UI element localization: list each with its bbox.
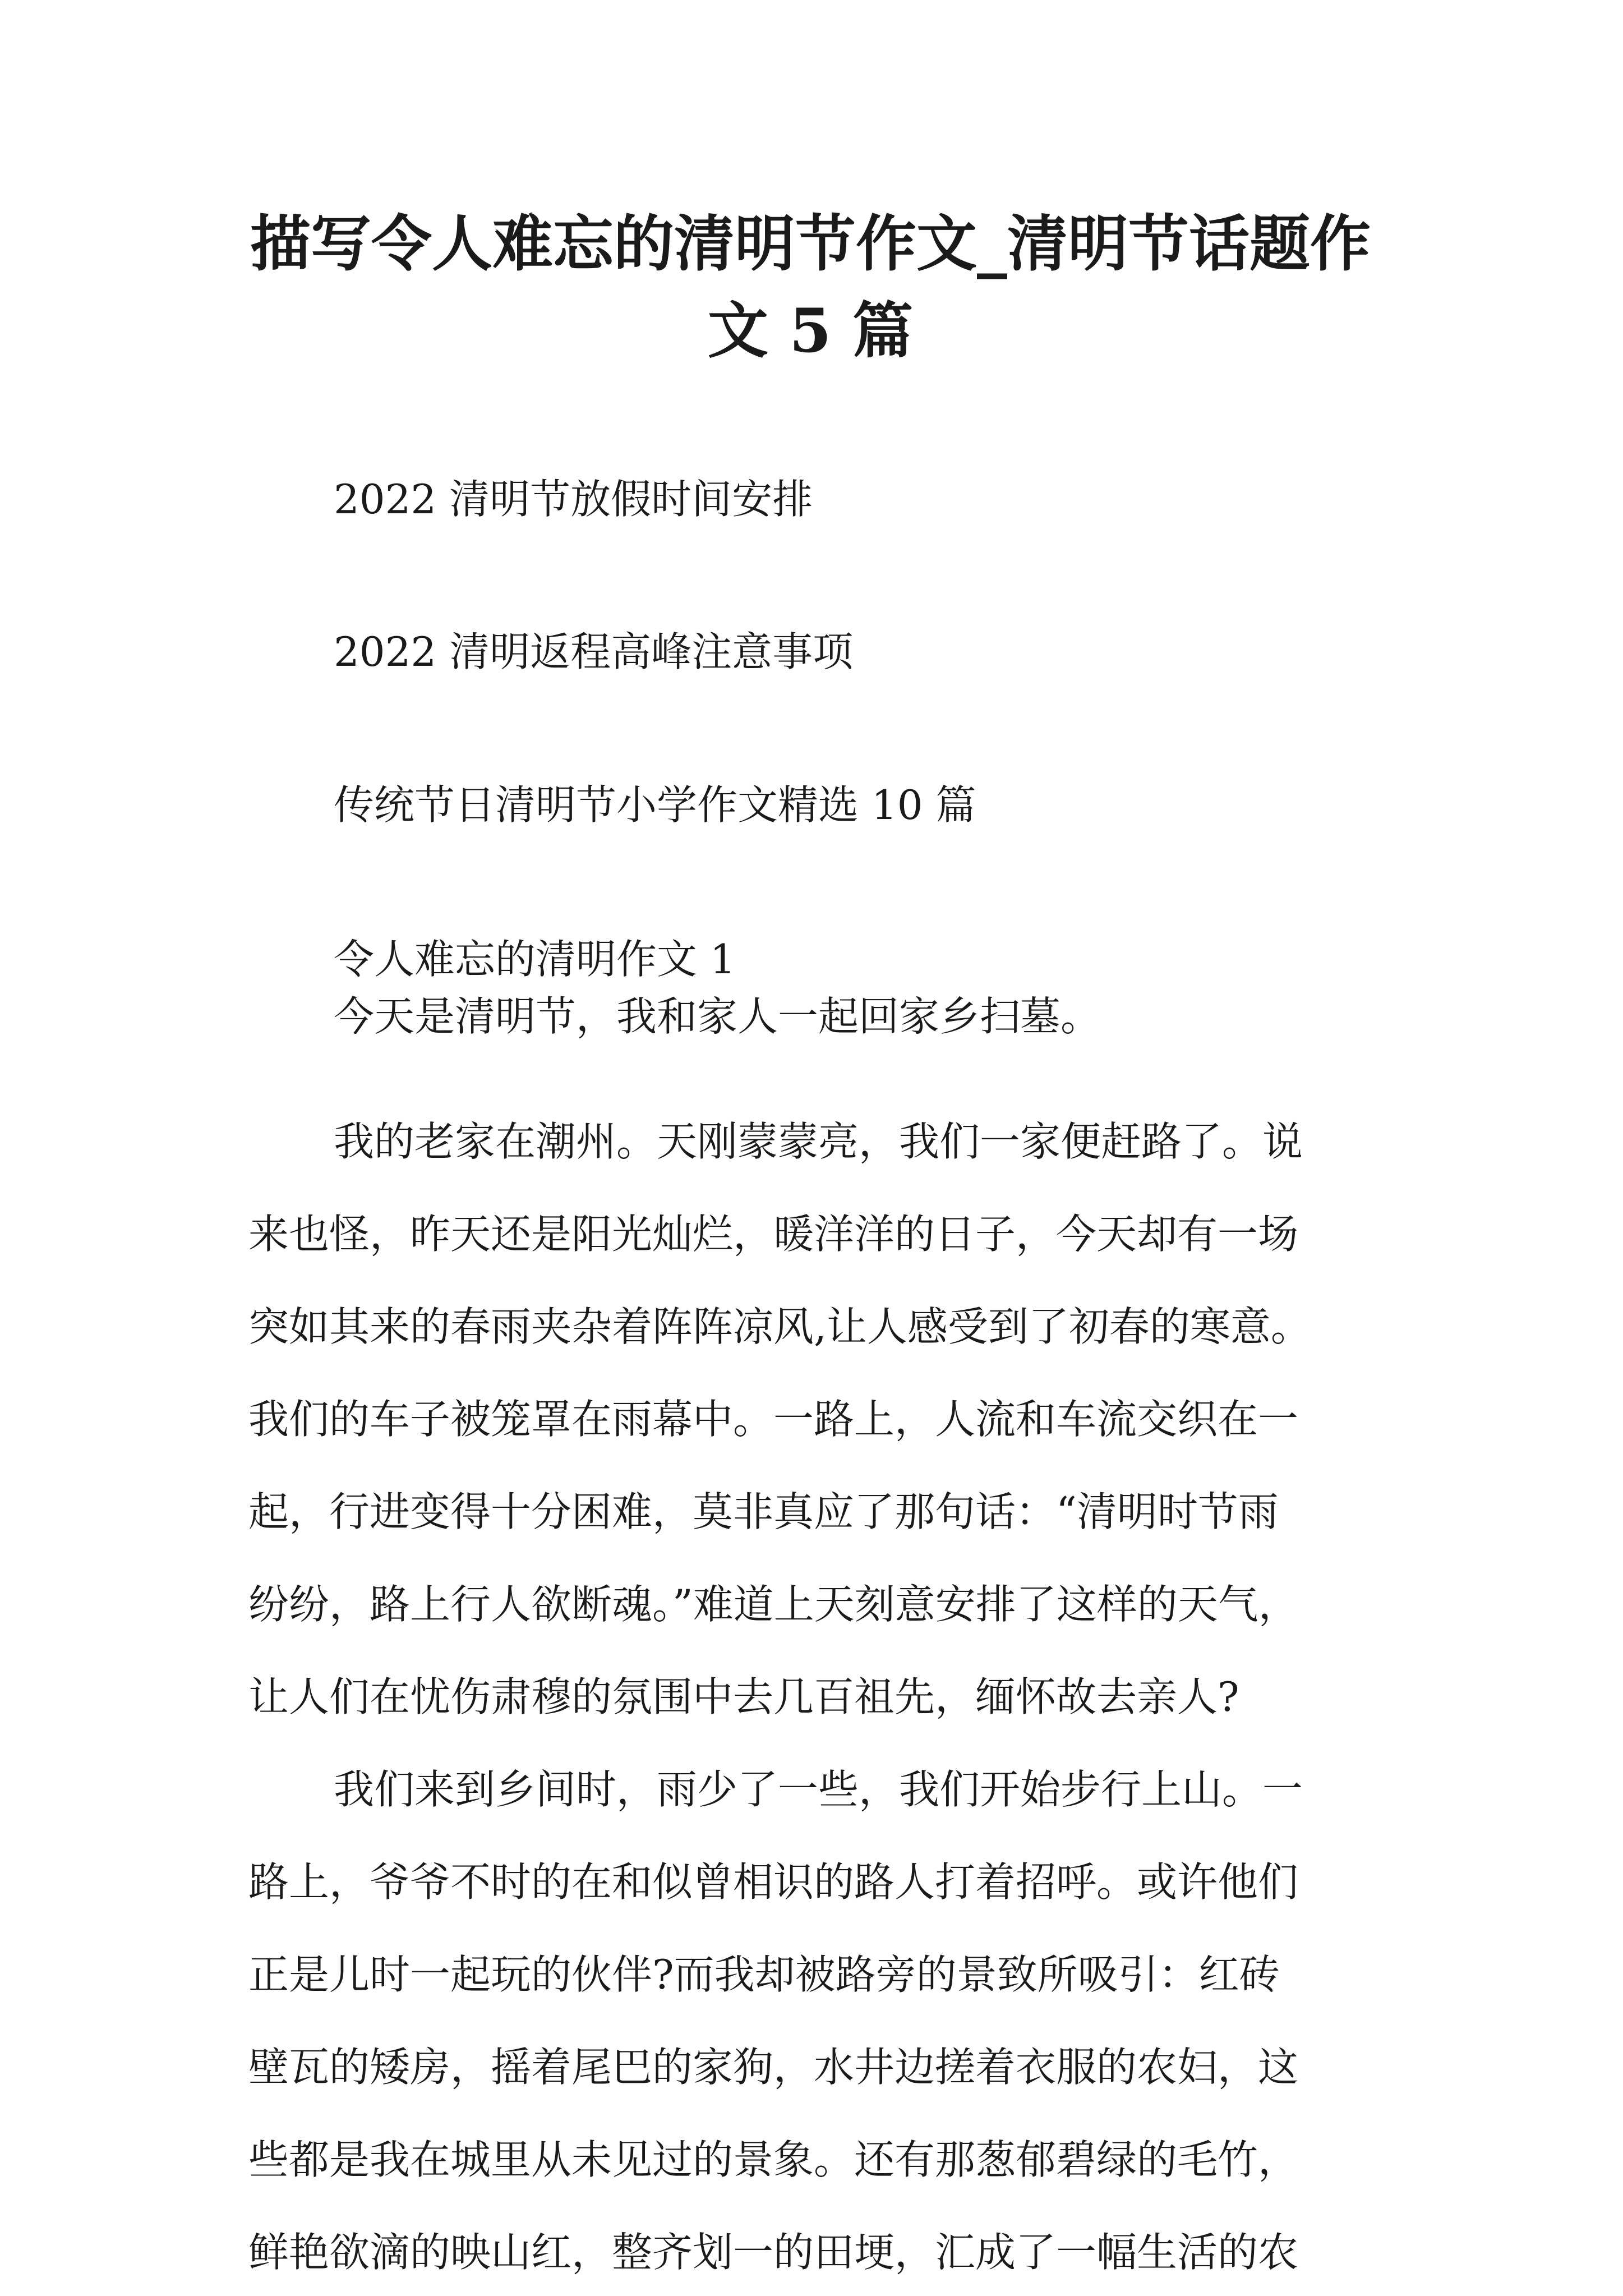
body-line: 些都是我在城里从未见过的景象。还有那葱郁碧绿的毛竹， [248, 2136, 1299, 2183]
body-line: 壁瓦的矮房，摇着尾巴的家狗，水井边搓着衣服的农妇，这 [248, 2044, 1299, 2091]
body-line: 我们来到乡间时，雨少了一些，我们开始步行上山。一 [334, 1766, 1303, 1813]
related-link-holiday-schedule[interactable]: 2022 清明节放假时间安排 [334, 476, 813, 523]
body-line: 正是儿时一起玩的伙伴?而我却被路旁的景致所吸引：红砖 [248, 1951, 1280, 1998]
body-line: 路上，爷爷不时的在和似曾相识的路人打着招呼。或许他们 [248, 1858, 1299, 1906]
related-link-essay-collection[interactable]: 传统节日清明节小学作文精选 10 篇 [334, 781, 976, 829]
body-line: 我的老家在潮州。天刚蒙蒙亮，我们一家便赶路了。说 [334, 1118, 1303, 1165]
body-line: 今天是清明节，我和家人一起回家乡扫墓。 [334, 993, 1101, 1040]
document-title-line-2: 文 5 篇 [707, 296, 914, 366]
document-title-line-1: 描写令人难忘的清明节作文_清明节话题作 [250, 209, 1371, 279]
body-line: 鲜艳欲滴的映山红，整齐划一的田埂，汇成了一幅生活的农 [248, 2229, 1299, 2276]
body-line: 来也怪，昨天还是阳光灿烂，暖洋洋的日子，今天却有一场 [248, 1211, 1299, 1258]
section-heading: 令人难忘的清明作文 1 [334, 936, 736, 983]
body-line: 让人们在忧伤肃穆的氛围中去几百祖先，缅怀故去亲人? [248, 1673, 1239, 1720]
body-line: 突如其来的春雨夹杂着阵阵凉风,让人感受到了初春的寒意。 [248, 1303, 1311, 1350]
body-line: 我们的车子被笼罩在雨幕中。一路上，人流和车流交织在一 [248, 1396, 1299, 1443]
body-line: 起，行进变得十分困难，莫非真应了那句话：“清明时节雨 [248, 1488, 1279, 1535]
related-link-return-peak[interactable]: 2022 清明返程高峰注意事项 [334, 628, 854, 675]
body-line: 纷纷，路上行人欲断魂。”难道上天刻意安排了这样的天气， [248, 1581, 1299, 1628]
